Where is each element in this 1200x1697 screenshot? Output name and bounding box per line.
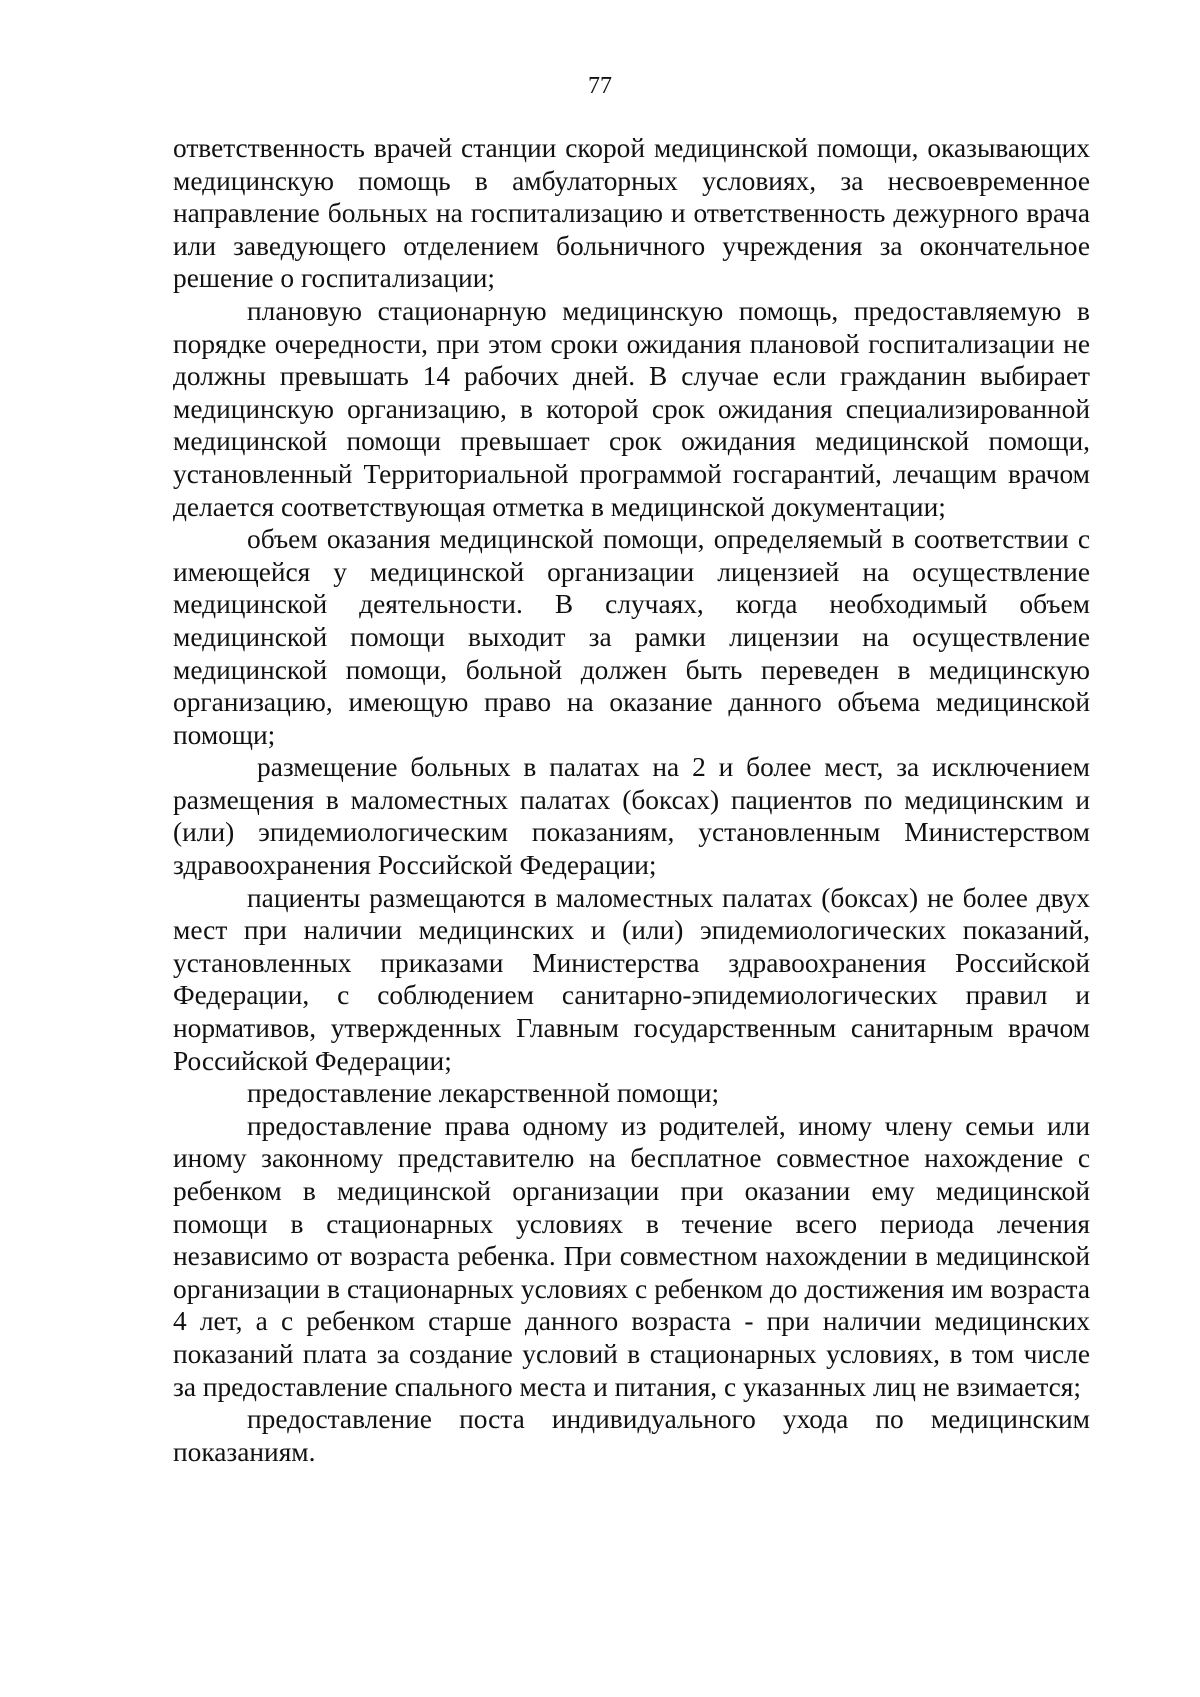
paragraph-individual-care-post: предоставление поста индивидуального ухода по медицинским показаниям.	[173, 1404, 1090, 1467]
paragraph-care-volume-license: объем оказания медицинской помощи, определяемый в соответствии с имеющейся у медицинской организации лицензией на осуществление медицинской деятельности. В случаях, когда необходимый объем медицинской помощи выходит за рамки лицензии на осуществление медицинской помощи, больной должен быть переведен в медицинскую организацию, имеющую право на оказание данного объема медицинской помощи;	[173, 524, 1090, 750]
paragraph-drug-assistance: предоставление лекарственной помощи;	[247, 1078, 720, 1109]
paragraph-ward-placement: размещение больных в палатах на 2 и более мест, за исключением размещения в маломестных палатах (боксах) пациентов по медицинским и (или) эпидемиологическим показаниям, установленным Министерством здравоохранения Российской Федерации;	[173, 752, 1090, 881]
page-number: 77	[588, 73, 612, 99]
document-body	[173, 132, 1090, 1468]
paragraph-parent-cohabitation: предоставление права одному из родителей, иному члену семьи или иному законному представителю на бесплатное совместное нахождение с ребенком в медицинской организации при оказании ему медицинской помощи в стационарных условиях в течение всего периода лечения независимо от возраста ребенка. При совместном нахождении в медицинской организации в стационарных условиях с ребенком до достижения им возраста 4 лет, а с ребенком старше данного возраста - при наличии медицинских показаний плата за создание условий в стационарных условиях, в том числе за предоставление спального места и питания, с указанных лиц не взимается;	[173, 1110, 1090, 1402]
paragraph-small-wards: пациенты размещаются в маломестных палатах (боксах) не более двух мест при наличии медицинских и (или) эпидемиологических показаний, установленных приказами Министерства здравоохранения Российской Федерации, с соблюдением санитарно-эпидемиологических правил и нормативов, утвержденных Главным государственным санитарным врачом Российской Федерации;	[173, 882, 1090, 1076]
paragraph-planned-inpatient-care: плановую стационарную медицинскую помощь, предоставляемую в порядке очередности, при этом сроки ожидания плановой госпитализации не должны превышать 14 рабочих дней. В случае если гражданин выбирает медицинскую организацию, в которой срок ожидания специализированной медицинской помощи превышает срок ожидания медицинской помощи, установленный Территориальной программой госгарантий, лечащим врачом делается соответствующая отметка в медицинской документации;	[173, 295, 1090, 522]
paragraph-doctor-responsibility: ответственность врачей станции скорой медицинской помощи, оказывающих медицинскую помощь в амбулаторных условиях, за несвоевременное направление больных на госпитализацию и ответственность дежурного врача или заведующего отделением больничного учреждения за окончательное решение о госпитализации;	[173, 133, 1090, 294]
